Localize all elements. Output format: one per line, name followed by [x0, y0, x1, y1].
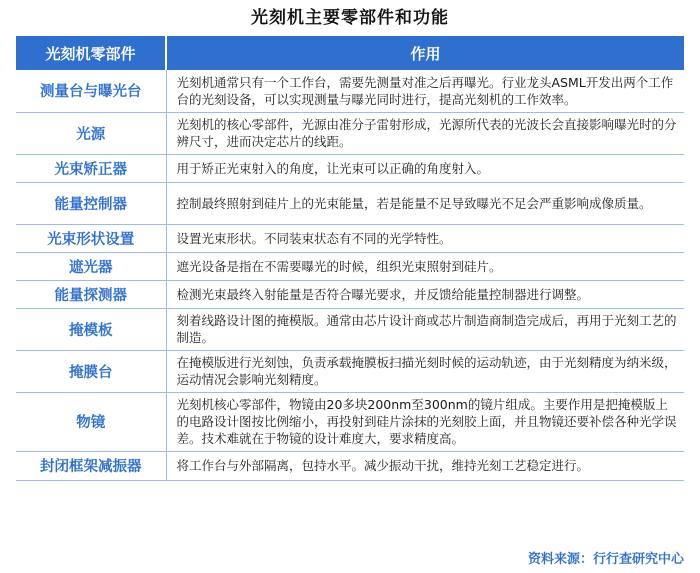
component-name: 光源	[16, 112, 166, 154]
table-row	[16, 280, 684, 308]
component-function: 光刻机核心零部件，物镜由20多块200nm至300nm的镜片组成。主要作用是把掩模版上的电路设计图按比例缩小，再投射到硅片涂抹的光刻胶上面，并且物镜还要补偿各种光学误差。技术难就在于物镜的设计难度大，要求精度高。	[166, 392, 684, 451]
component-name: 测量台与曝光台	[16, 70, 166, 112]
component-name: 封闭框架减振器	[16, 451, 166, 480]
component-name: 物镜	[16, 392, 166, 451]
component-name: 遮光器	[16, 252, 166, 280]
component-function: 光刻机通常只有一个工作台，需要先测量对准之后再曝光。行业龙头ASML开发出两个工作台的光刻设备，可以实现测量与曝光同时进行，提高光刻机的工作效率。	[166, 70, 684, 112]
table-row	[16, 392, 684, 451]
table-row	[16, 70, 684, 112]
component-name: 光束矫正器	[16, 154, 166, 182]
table-row	[16, 451, 684, 480]
header-function: 作用	[410, 44, 441, 63]
component-function: 在掩模版进行光刻蚀，负责承载掩膜板扫描光刻时候的运动轨迹，由于光刻精度为纳米级，运动情况会影响光刻精度。	[166, 350, 684, 392]
table-row	[16, 350, 684, 392]
table-header-row	[16, 36, 684, 70]
component-function: 用于矫正光束射入的角度，让光束可以正确的角度射入。	[166, 154, 684, 182]
component-name: 能量探测器	[16, 280, 166, 308]
component-name: 掩膜台	[16, 350, 166, 392]
table-row	[16, 154, 684, 182]
table-row	[16, 252, 684, 280]
component-function: 将工作台与外部隔离，包持水平。减少振动干扰，维持光刻工艺稳定进行。	[166, 451, 684, 480]
component-function: 检测光束最终入射能量是否符合曝光要求，并反馈给能量控制器进行调整。	[166, 280, 684, 308]
component-function: 光刻机的核心零部件，光源由准分子雷射形成，光源所代表的光波长会直接影响曝光时的分辨尺寸，进而决定芯片的线距。	[166, 112, 684, 154]
component-name: 能量控制器	[16, 182, 166, 224]
component-name: 光束形状设置	[16, 224, 166, 252]
table-row	[16, 112, 684, 154]
header-component: 光刻机零部件	[16, 36, 166, 70]
table-row	[16, 182, 684, 224]
component-name: 掩模板	[16, 308, 166, 350]
component-function: 刻着线路设计图的掩模版。通常由芯片设计商或芯片制造商制造完成后，再用于光刻工艺的制造。	[166, 308, 684, 350]
page-title: 光刻机主要零部件和功能	[251, 8, 449, 28]
component-function: 遮光设备是指在不需要曝光的时候，组织光束照射到硅片。	[166, 252, 684, 280]
components-table	[16, 36, 684, 481]
table-row	[16, 224, 684, 252]
source-credit: 资料来源：行行查研究中心	[527, 552, 684, 567]
component-function: 设置光束形状。不同装束状态有不同的光学特性。	[166, 224, 684, 252]
table-row	[16, 308, 684, 350]
component-function: 控制最终照射到硅片上的光束能量，若是能量不足导致曝光不足会严重影响成像质量。	[166, 182, 684, 224]
